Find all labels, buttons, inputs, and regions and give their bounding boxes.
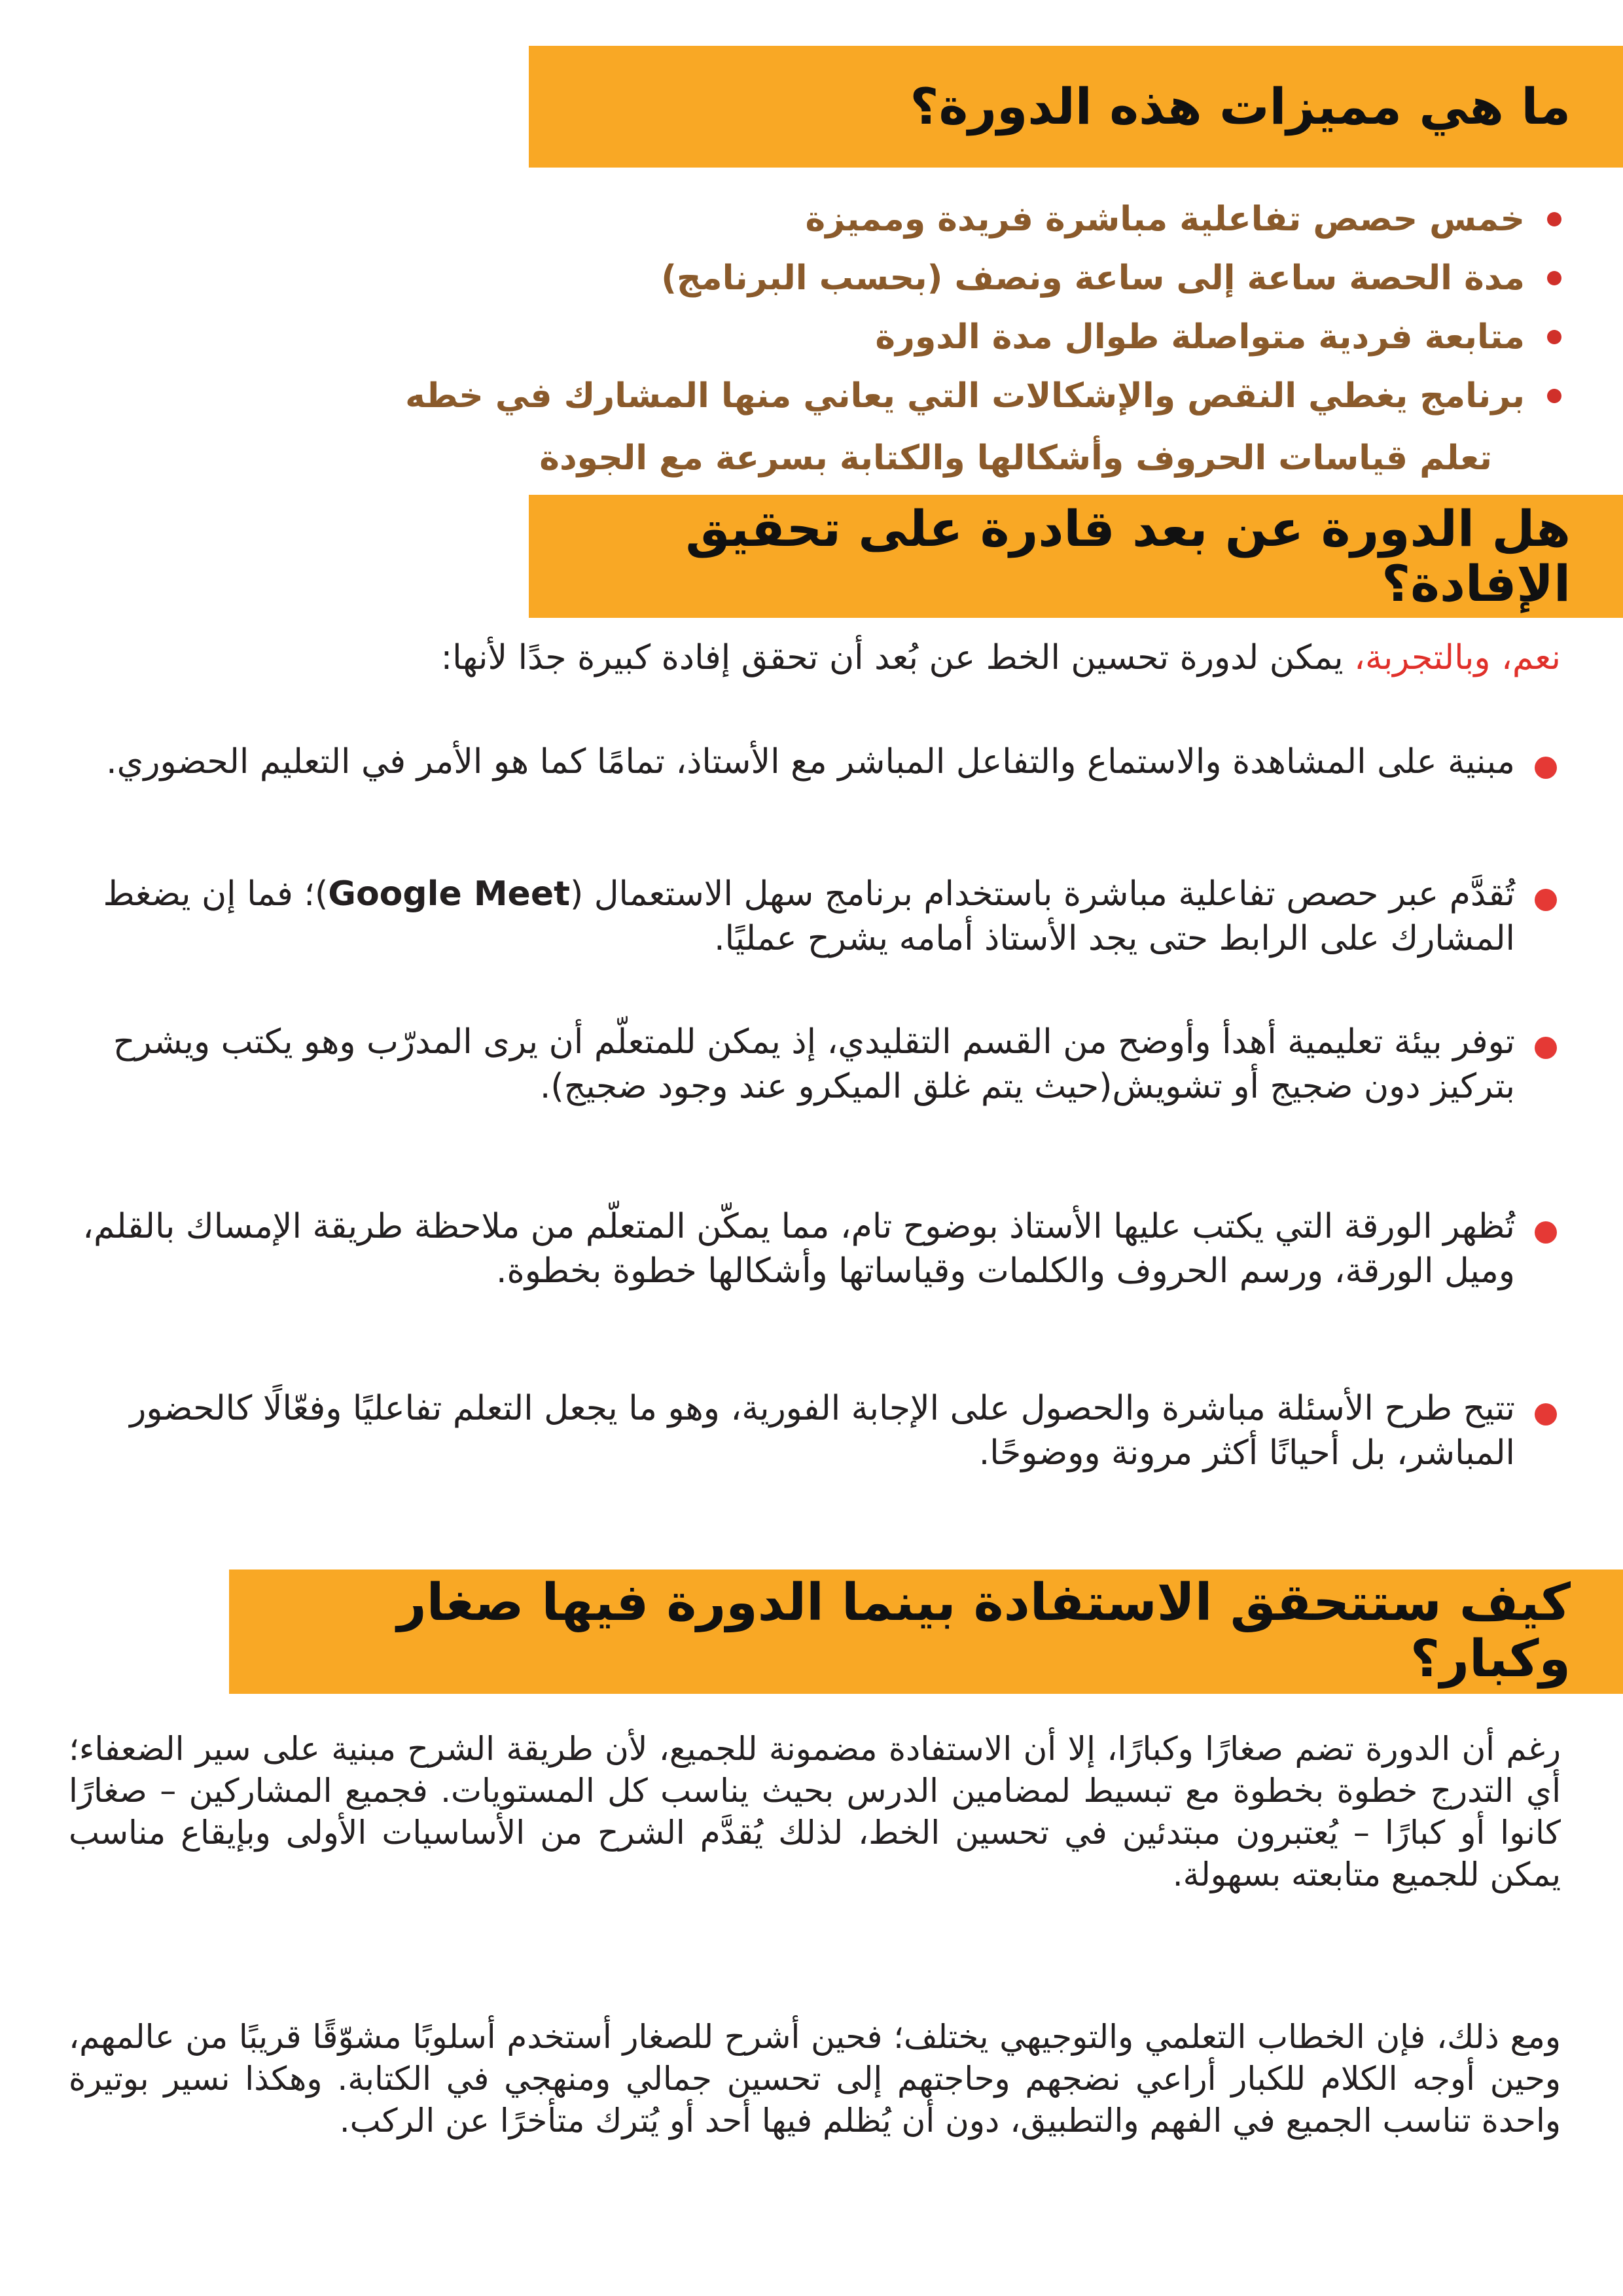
feature-item: متابعة فردية متواصلة طوال مدة الدورة [360, 308, 1571, 367]
intro-accent: نعم، وبالتجربة، [1354, 638, 1561, 677]
bullet-dot-icon [1535, 1221, 1557, 1244]
benefit-item: توفر بيئة تعليمية أهدأ وأوضح من القسم التقليدي، إذ يمكن للمتعلّم أن يرى المدرّب وهو يكتب ويشرح بتركيز دون ضجيج أو تشويش(حيث يتم غلق الميكرو عند وجود ضجيج). [69, 1020, 1561, 1109]
features-heading-banner [529, 46, 1623, 168]
bullet-dot-icon [1547, 212, 1561, 226]
benefit-item: تُقدَّم عبر حصص تفاعلية مباشرة باستخدام برنامج سهل الاستعمال (Google Meet)؛ فما إن يضغط المشارك على الرابط حتى يجد الأستاذ أمامه يشرح عمليًا. [69, 872, 1561, 961]
features-list [360, 190, 1571, 491]
bullet-dot-icon [1547, 389, 1561, 403]
intro-text [88, 628, 1561, 687]
remote-course-heading: هل الدورة عن بعد قادرة على تحقيق الإفادة؟ [685, 499, 1571, 613]
features-heading: ما هي مميزات هذه الدورة؟ [910, 77, 1571, 136]
bullet-dot-icon [1547, 330, 1561, 344]
teaching-style-paragraph: ومع ذلك، فإن الخطاب التعلمي والتوجيهي يختلف؛ فحين أشرح للصغار أستخدم أسلوبًا مشوّقًا قريبًا من عالمهم، وحين أوجه الكلام للكبار أراعي نضجهم وحاجتهم إلى تحسين جمالي ومنهجي في الكتابة. وهكذا نسير بوتيرة واحدة تناسب الجميع في الفهم والتطبيق، دون أن يُظلم فيها أحد أو يُترك متأخرًا عن الركب. [69, 2018, 1561, 2140]
feature-item: برنامج يغطي النقص والإشكالات التي يعاني منها المشارك في خطه [360, 367, 1571, 425]
bullet-dot-icon [1535, 1403, 1557, 1426]
mixed-ages-heading-banner [229, 1570, 1623, 1694]
benefit-item: مبنية على المشاهدة والاستماع والتفاعل المباشر مع الأستاذ، تمامًا كما هو الأمر في التعليم الحضوري. [69, 740, 1561, 784]
google-meet-label: Google Meet [328, 874, 570, 914]
bullet-dot-icon [1535, 1037, 1557, 1059]
feature-item: مدة الحصة ساعة إلى ساعة ونصف (بحسب البرنامج) [360, 249, 1571, 308]
bullet-dot-icon [1535, 889, 1557, 911]
feature-item: خمس حصص تفاعلية مباشرة فريدة ومميزة [360, 190, 1571, 249]
remote-course-heading-banner [529, 495, 1623, 618]
intro-rest: يمكن لدورة تحسين الخط عن بُعد أن تحقق إفادة كبيرة جدًا لأنها: [440, 638, 1355, 677]
mixed-ages-paragraph: رغم أن الدورة تضم صغارًا وكبارًا، إلا أن الاستفادة مضمونة للجميع، لأن طريقة الشرح مبنية على سير الضعفاء؛ أي التدرج خطوة بخطوة مع تبسيط لمضامين الدرس بحيث يناسب كل المستويات. فجميع المشاركين – صغارًا كانوا أو كبارًا – يُعتبرون مبتدئين في تحسين الخط، لذلك يُقدَّم الشرح من الأساسيات الأولى وبإيقاع مناسب يمكن للجميع متابعته بسهولة. [69, 1730, 1561, 1893]
mixed-ages-heading: كيف ستتحقق الاستفادة بينما الدورة فيها صغار وكبار؟ [397, 1573, 1571, 1689]
bullet-dot-icon [1535, 757, 1557, 779]
bullet-dot-icon [1547, 271, 1561, 285]
benefit-item: تتيح طرح الأسئلة مباشرة والحصول على الإجابة الفورية، وهو ما يجعل التعلم تفاعليًا وفعّالًا كالحضور المباشر، بل أحيانًا أكثر مرونة ووضوحًا. [69, 1386, 1561, 1475]
feature-item-continuation: تعلم قياسات الحروف وأشكالها والكتابة بسرعة مع الجودة [539, 439, 1492, 478]
benefit-item: تُظهر الورقة التي يكتب عليها الأستاذ بوضوح تام، مما يمكّن المتعلّم من ملاحظة طريقة الإمساك بالقلم، وميل الورقة، ورسم الحروف والكلمات وقياساتها وأشكالها خطوة بخطوة. [69, 1204, 1561, 1293]
